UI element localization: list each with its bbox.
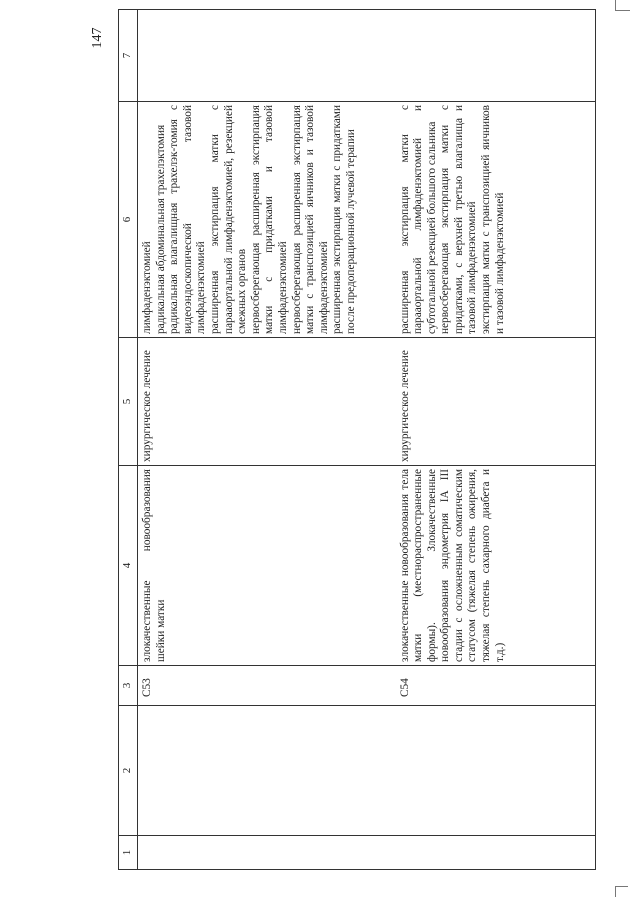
column-header: 2 [119, 706, 138, 836]
column-header: 4 [119, 466, 138, 666]
method-item: расширенная экстирпация матки с парааортальной лимфаденэктомией, резекцией смежных органов [208, 105, 249, 334]
page-number: 147 [90, 27, 105, 49]
header-row [119, 10, 138, 870]
cell-empty [396, 836, 596, 870]
cell-empty [138, 10, 396, 102]
diagnosis-code: C53 [138, 666, 396, 706]
treatment-type-text: хирургическое лечение [398, 350, 411, 462]
method-item: экстирпация матки с транспозицией яичников и тазовой лимфаденэктомией [480, 105, 506, 334]
cell-empty [396, 706, 596, 836]
method-item: расширенная экстирпация матки с парааортальной лимфаденэктомией и субтотальной резекцией большого сальника [398, 105, 438, 334]
column-header: 3 [119, 666, 138, 706]
method-item: радикальная влагалищная трахелэк-томия с видеоэндоскопической тазовой лимфаденэктомией [168, 105, 208, 334]
diagnosis-text: злокачественные новообразования тела матки (местнораспространенные формы). Злокачественные новообразования эндометрия IA III стадии с осложненным соматическим статусом (тяжелая степень ожирения, тяжелая степень сахарного диабета и т.д.) [398, 469, 506, 662]
treatment-table [118, 9, 596, 870]
column-header: 7 [119, 10, 138, 102]
column-header: 6 [119, 102, 138, 338]
treatment-type-text: хирургическое лечение [141, 350, 153, 462]
cell-empty [138, 836, 396, 870]
table-row [138, 10, 396, 870]
diagnosis-code: C54 [396, 666, 596, 706]
table-row [396, 10, 596, 870]
diagnosis-text: злокачественные новообразования шейки матки [141, 469, 167, 662]
method-item: нервосберегающая экстирпация матки с придатками, с верхней третью влагалища и тазовой лимфаденэктомией [439, 105, 479, 334]
method-item: лимфаденэктомией [141, 241, 153, 334]
method-item: расширенная экстирпация матки с придатками после предоперационной лучевой терапии [331, 105, 357, 334]
diagnosis-cell [138, 466, 396, 666]
cell-empty [396, 10, 596, 102]
treatment-type-cell [396, 338, 596, 466]
methods-cell [396, 102, 596, 338]
table-container [118, 10, 623, 870]
rotated-table-frame [118, 10, 623, 870]
column-header: 1 [119, 836, 138, 870]
margin-mark-bottom [615, 886, 628, 897]
column-header: 5 [119, 338, 138, 466]
treatment-type-cell [138, 338, 396, 466]
method-item: нервосберегающая расширенная экстирпация матки с придатками и тазовой лимфаденэктомией [249, 105, 289, 334]
method-item: радикальная абдоминальная трахелэктомия [154, 124, 167, 334]
methods-cell [138, 102, 396, 338]
method-item: нервосберегающая расширенная экстирпация матки с транспозицией яичников и тазовой лимфаденэктомией [290, 105, 330, 334]
diagnosis-cell [396, 466, 596, 666]
cell-empty [138, 706, 396, 836]
